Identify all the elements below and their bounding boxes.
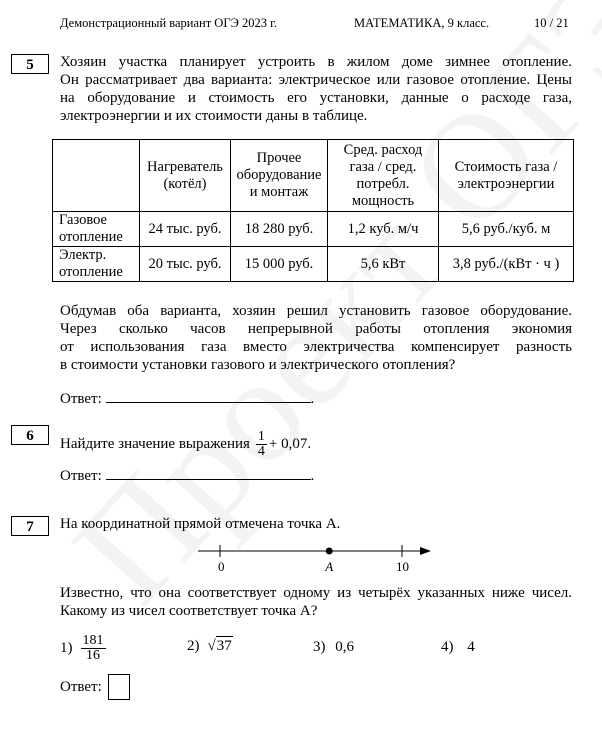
table-cell: 18 280 руб. — [231, 212, 328, 247]
task-7-question-line: Какому из чисел соответствует точка A? — [60, 603, 318, 619]
option-1-numerator: 181 — [82, 632, 104, 648]
table-header-cell: Сред. расход газа / сред. потребл. мощность — [328, 140, 439, 212]
task-7-answer-label: Ответ: — [60, 679, 102, 695]
label-ten: 10 — [396, 559, 409, 574]
option-1-denominator: 16 — [86, 647, 100, 663]
task-6-answer: Ответ: . — [60, 468, 315, 484]
table-header-row — [53, 140, 574, 212]
task-5-question-line: Обдумав оба варианта, хозяин решил установить газовое оборудование. — [60, 303, 572, 319]
table-row — [53, 247, 574, 282]
task-5-question — [60, 302, 572, 374]
task-7-text: На координатной прямой отмечена точка A. — [60, 516, 341, 532]
task-5-intro-line: Хозяин участка планирует устроить в жилом доме зимнее отопление. — [60, 54, 572, 70]
option-4-value: 4 — [467, 639, 475, 655]
task-7-question — [60, 584, 572, 620]
option-2-radicand: 37 — [216, 638, 232, 654]
option-4[interactable] — [441, 638, 475, 656]
answer-input-line[interactable] — [106, 466, 311, 480]
header-subject: МАТЕМАТИКА, 9 класс. — [354, 16, 490, 30]
task-6-fraction-denominator: 4 — [257, 443, 265, 459]
task-5-intro-line: Он рассматривает два варианта: электрическое или газовое отопление. Цены — [60, 72, 572, 88]
table-cell: 5,6 руб./куб. м — [439, 212, 574, 247]
label-point-a: A — [325, 559, 334, 574]
option-1[interactable] — [60, 628, 106, 668]
task-6-number: 6 — [11, 425, 49, 445]
task-5-intro-line: электроэнергии и их стоимости даны в таблице. — [60, 108, 368, 124]
header-exam-title: Демонстрационный вариант ОГЭ 2023 г. — [60, 16, 277, 30]
label-zero: 0 — [218, 559, 225, 574]
option-4-label: 4) — [441, 639, 454, 655]
task-6-expression-tail: + 0,07. — [268, 436, 312, 452]
task-6-text — [60, 424, 311, 464]
number-line — [190, 538, 440, 578]
table-cell: 3,8 руб./(кВт · ч ) — [439, 247, 574, 282]
table-cell: 20 тыс. руб. — [140, 247, 231, 282]
option-1-fraction — [81, 634, 106, 663]
task-7-question-line: Известно, что она соответствует одному из четырёх указанных ниже чисел. — [60, 585, 572, 601]
task-7-answer-box[interactable] — [108, 674, 130, 700]
option-3[interactable] — [313, 638, 354, 656]
task-5-question-line: Через сколько часов непрерывной работы отопления экономия — [60, 321, 572, 337]
table-cell: 24 тыс. руб. — [140, 212, 231, 247]
task-5-intro-line: на оборудование и стоимость его установки, данные о расходе газа, — [60, 90, 572, 106]
option-2-label: 2) — [187, 637, 200, 654]
point-a-marker — [326, 548, 333, 555]
sqrt-icon: √ — [207, 637, 216, 654]
table-cell: 1,2 куб. м/ч — [328, 212, 439, 247]
task-6-fraction — [256, 430, 267, 459]
task-5-answer: Ответ: . — [60, 391, 315, 407]
table-header-cell: Нагреватель (котёл) — [140, 140, 231, 212]
option-3-label: 3) — [313, 639, 326, 655]
answer-label: Ответ: — [60, 391, 102, 407]
table-cell: Газовое отопление — [53, 212, 140, 247]
option-1-label: 1) — [60, 640, 73, 656]
task-5-intro — [60, 53, 572, 125]
task-7-number: 7 — [11, 516, 49, 536]
option-3-value: 0,6 — [335, 639, 354, 655]
table-header-cell: Прочее оборудование и монтаж — [231, 140, 328, 212]
task-5-number: 5 — [11, 54, 49, 74]
answer-input-line[interactable] — [106, 389, 311, 403]
table-cell: Электр. отопление — [53, 247, 140, 282]
table-cell: 5,6 кВт — [328, 247, 439, 282]
header-page-number: 10 / 21 — [534, 16, 569, 30]
table-cell: 15 000 руб. — [231, 247, 328, 282]
option-2[interactable] — [187, 636, 233, 655]
task-6-fraction-numerator: 1 — [257, 428, 265, 444]
task-5-question-line: в стоимости установки газового и электрического отопления? — [60, 357, 456, 373]
table-header-cell — [53, 140, 140, 212]
task-6-prompt: Найдите значение выражения — [60, 436, 250, 452]
table-header-cell: Стоимость газа / электроэнергии — [439, 140, 574, 212]
table-row — [53, 212, 574, 247]
number-line-arrow — [420, 547, 431, 555]
task-5-question-line: от использования газа вместо электричества компенсирует разность — [60, 339, 572, 355]
heating-comparison-table — [52, 139, 574, 282]
answer-label: Ответ: — [60, 468, 102, 484]
